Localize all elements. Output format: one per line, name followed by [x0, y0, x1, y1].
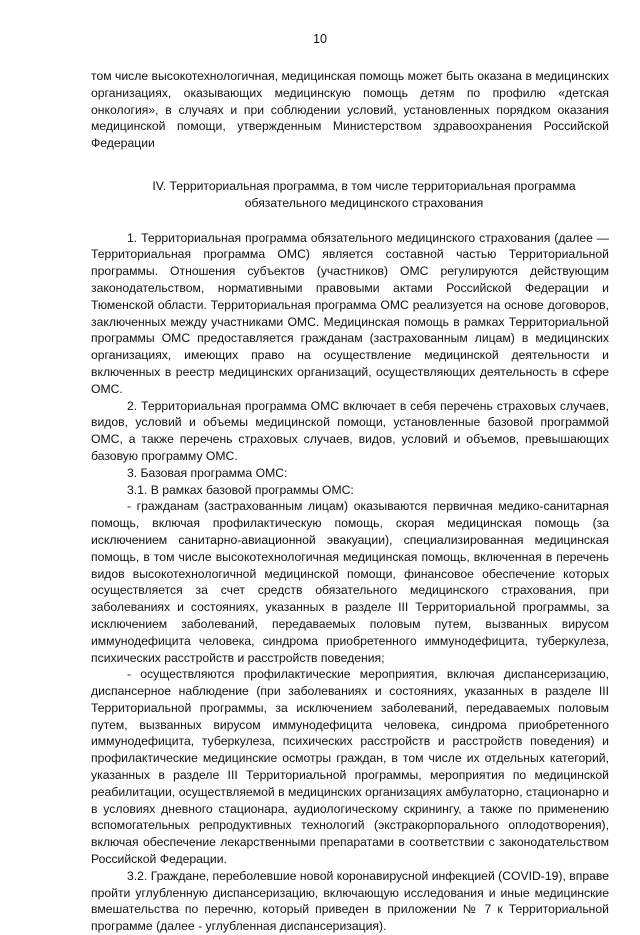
section-heading	[91, 178, 609, 212]
paragraph-3-1: 3.1. В рамках базовой программы ОМС:	[127, 482, 354, 497]
list-item-1: - гражданам (застрахованным лицам) оказываются первичная медико-санитарная помощь, включая профилактическую помощь, скорая медицинская помощь (за исключением санитарно-авиационной эвакуации), специализированная медицинская помощь, в том числе высокотехнологичная медицинская помощь, включенная в перечень видов высокотехнологичной медицинской помощи, финансовое обеспечение которых осуществляется за счет средств обязательного медицинского страхования, при заболеваниях и состояниях, указанных в разделе III Территориальной программы, за исключением заболеваний, передаваемых половым путем, вызванных вирусом иммунодефицита человека, синдрома приобретенного иммунодефицита, туберкулеза, психических расстройств и расстройств поведения;	[91, 499, 609, 665]
section-heading-line-2: обязательного медицинского страхования	[244, 195, 484, 210]
paragraph-1: 1. Территориальная программа обязательного медицинского страхования (далее — Территориальная программа ОМС) является составной частью Территориальной программы. Отношения субъектов (участников) ОМС регулируются действующим законодательством, нормативными правовыми актами Российской Федерации и Тюменской области. Территориальная программа ОМС реализуется на основе договоров, заключенных между участниками ОМС. Медицинская помощь в рамках Территориальной программы ОМС предоставляется гражданам (застрахованным лицам) в медицинских организациях, имеющих право на осуществление медицинской деятельности и включенных в реестр медицинских организаций, осуществляющих деятельность в сфере ОМС.	[91, 230, 609, 396]
section-heading-line-1: IV. Территориальная программа, в том числе территориальная программа	[152, 178, 576, 193]
list-item-2: - осуществляются профилактические мероприятия, включая диспансеризацию, диспансерное наблюдение (при заболеваниях и состояниях, указанных в разделе III Территориальной программы, за исключением заболеваний, передаваемых половым путем, вызванных вирусом иммунодефицита человека, синдрома приобретенного иммунодефицита, туберкулеза, психических расстройств и расстройств поведения) и профилактические медицинские осмотры граждан, в том числе их отдельных категорий, указанных в разделе III Территориальной программы, мероприятия по медицинской реабилитации, осуществляемой в медицинских организациях амбулаторно, стационарно и в условиях дневного стационара, аудиологическому скринингу, а также по применению вспомогательных репродуктивных технологий (экстракорпорального оплодотворения), включая обеспечение лекарственными препаратами в соответствии с законодательством Российской Федерации.	[91, 667, 609, 867]
document-body	[91, 68, 609, 935]
paragraph-2: 2. Территориальная программа ОМС включает в себя перечень страховых случаев, видов, условий и объемы медицинской помощи, установленные базовой программой ОМС, а также перечень страховых случаев, видов, условий и объемов, превышающих базовую программу ОМС.	[91, 398, 609, 463]
paragraph-3: 3. Базовая программа ОМС:	[127, 465, 288, 480]
paragraph-3-2: 3.2. Граждане, переболевшие новой коронавирусной инфекцией (COVID-19), вправе пройти углубленную диспансеризацию, включающую исследования и иные медицинские вмешательства по перечню, который приведен в приложении № 7 к Территориальной программе (далее - углубленная диспансеризация).	[91, 868, 609, 934]
intro-paragraph: том числе высокотехнологичная, медицинская помощь может быть оказана в медицинских организациях, оказывающих медицинскую помощь детям по профилю «детская онкология», в случаях и при соблюдении условий, установленных порядком оказания медицинской помощи, утвержденным Министерством здравоохранения Российской Федерации	[91, 69, 609, 151]
page-number: 10	[313, 32, 327, 46]
